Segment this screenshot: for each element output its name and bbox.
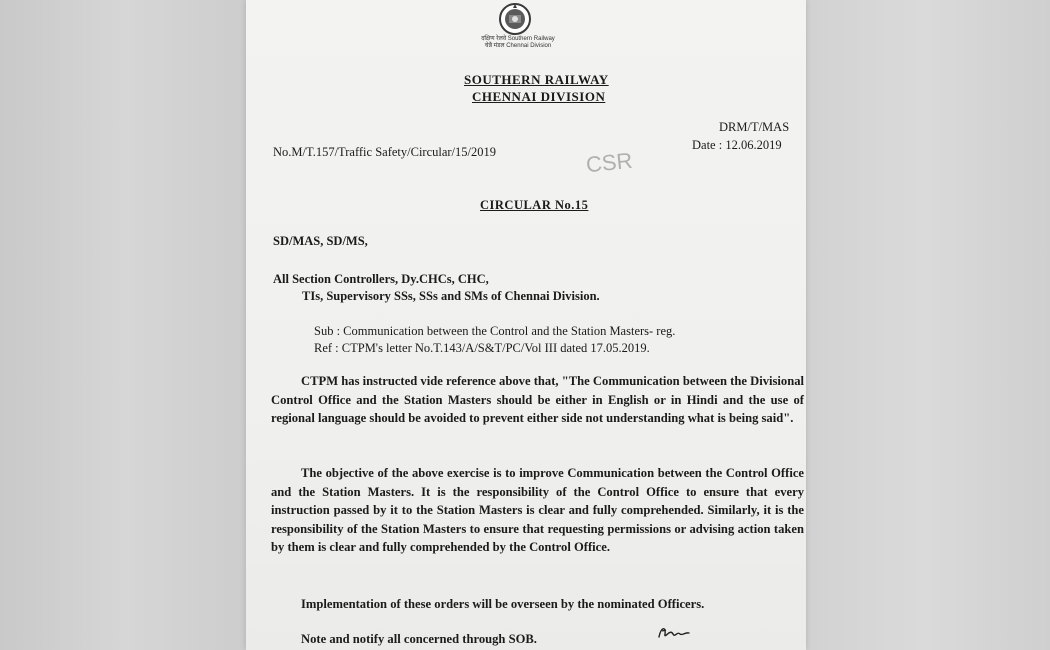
subject-line: Sub : Communication between the Control and the Station Masters- reg. <box>314 324 676 338</box>
circular-document <box>246 0 806 650</box>
org-heading: SOUTHERN RAILWAY <box>464 72 609 87</box>
paragraph-3: Implementation of these orders will be overseen by the nominated Officers. <box>301 597 705 611</box>
reference-line: Ref : CTPM's letter No.T.143/A/S&T/PC/Vol III dated 17.05.2019. <box>314 341 650 355</box>
addressee-line-1: SD/MAS, SD/MS, <box>273 234 368 248</box>
signature-icon <box>656 622 692 644</box>
reference-number: No.M/T.157/Traffic Safety/Circular/15/2019 <box>273 145 497 159</box>
emblem-caption-line1: दक्षिण रेलवे Southern Railway <box>481 36 555 42</box>
railway-emblem-icon <box>496 2 534 36</box>
office-code: DRM/T/MAS <box>719 120 790 134</box>
paragraph-1: CTPM has instructed vide reference above that, "The Communication between the Divisional Control Office and the Station Masters should be either in English or in Hindi and the use of regional language should be avoided to prevent either side not understanding what is being said". <box>271 374 804 425</box>
division-heading: CHENNAI DIVISION <box>472 89 606 104</box>
emblem-caption <box>458 36 578 50</box>
circular-title: CIRCULAR No.15 <box>480 198 589 212</box>
emblem-caption-line2: चेन्नै मंडल Chennai Division <box>484 43 552 49</box>
addressee-line-3: TIs, Supervisory SSs, SSs and SMs of Chennai Division. <box>302 289 600 303</box>
paragraph-4: Note and notify all concerned through SOB. <box>301 632 537 646</box>
paragraph-2: The objective of the above exercise is to improve Communication between the Control Office and the Station Masters. It is the responsibility of the Control Office to ensure that every instruction passed by it to the Station Masters is clear and fully comprehended. Similarly, it is the responsibility of the Station Masters to ensure that requesting permissions or advising action taken by them is clear and fully comprehended by the Control Office. <box>271 466 804 554</box>
addressee-line-2: All Section Controllers, Dy.CHCs, CHC, <box>273 272 489 286</box>
circular-date: Date : 12.06.2019 <box>692 138 782 152</box>
csr-stamp: CSR <box>584 147 634 178</box>
